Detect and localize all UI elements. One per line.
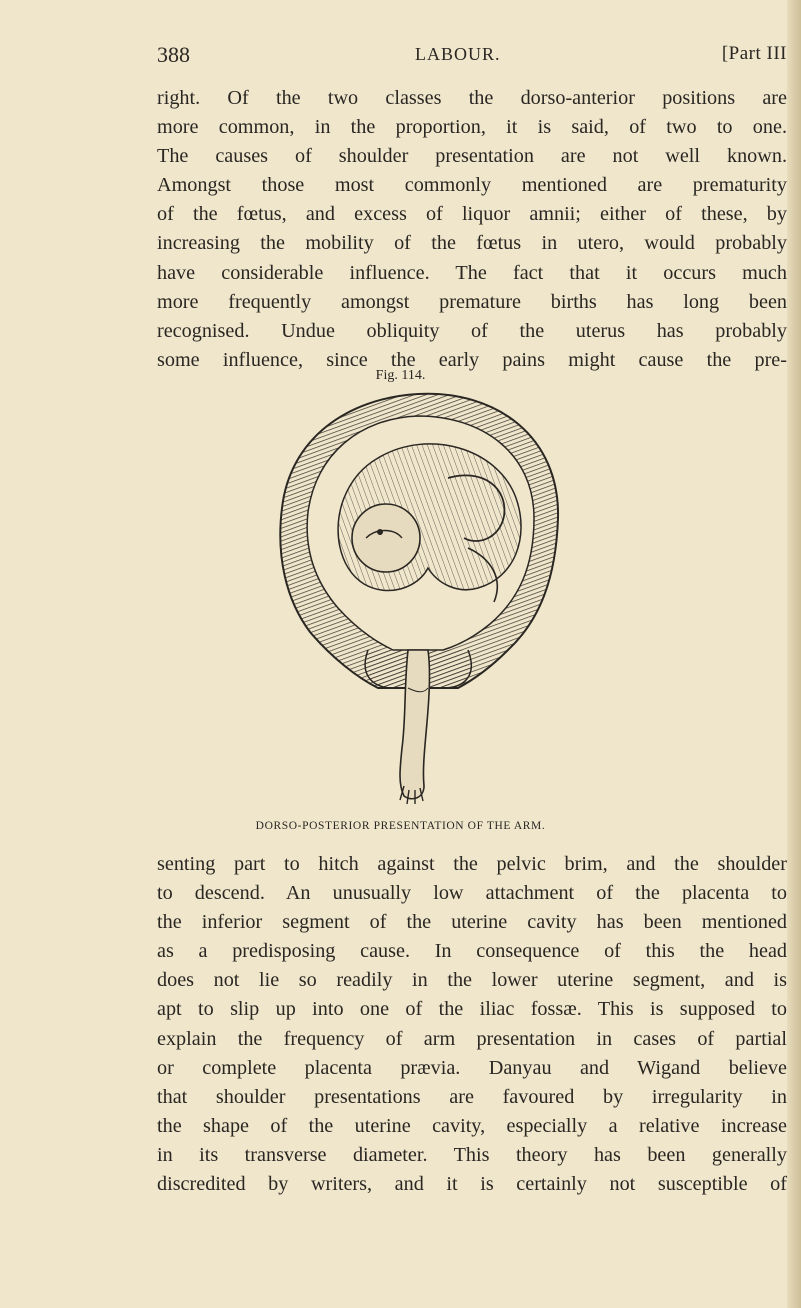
figure-label: Fig. 114. [375,368,426,383]
text-line: increasing the mobility of the fœtus in utero, would probably [157,232,787,255]
uterus-drawing-icon [268,388,568,806]
text-line: have considerable influence. The fact that it occurs much [157,261,787,284]
paragraph-bottom [157,850,787,1199]
text-line: that shoulder presentations are favoured by irregularity in [157,1085,787,1108]
text-line: in its transverse diameter. This theory has been generally [157,1143,787,1166]
text-line: right. Of the two classes the dorso-anterior positions are [157,87,787,109]
text-line: some influence, since the early pains might cause the pre- [157,348,787,371]
text-line: does not lie so readily in the lower uterine segment, and is [157,969,787,992]
page-edge [787,0,801,1308]
page-number: 388 [157,42,190,67]
text-line: apt to slip up into one of the iliac fossæ. This is supposed to [157,998,787,1021]
paragraph-top [157,84,787,375]
text-line: recognised. Undue obliquity of the uterus has probably [157,319,787,342]
figure-caption: DORSO-POSTERIOR PRESENTATION OF THE ARM. [255,820,546,832]
part-label: [Part III [721,43,787,64]
text-line: as a predisposing cause. In consequence of this the head [157,940,787,963]
running-title: LABOUR. [415,44,501,64]
text-line: to descend. An unusually low attachment of the placenta to [157,882,787,905]
text-line: The causes of shoulder presentation are not well known. [157,145,787,168]
text-line: more common, in the proportion, it is said, of two to one. [157,116,787,139]
text-line: more frequently amongst premature births has long been [157,290,787,313]
text-line: of the fœtus, and excess of liquor amnii; either of these, by [157,203,787,226]
text-line: Amongst those most commonly mentioned are prematurity [157,174,787,197]
text-line: discredited by writers, and it is certainly not susceptible of [157,1173,787,1196]
text-line: senting part to hitch against the pelvic brim, and the shoulder [157,853,787,875]
anatomical-illustration [268,388,568,806]
text-line: explain the frequency of arm presentation in cases of partial [157,1027,787,1050]
text-line: the shape of the uterine cavity, especially a relative increase [157,1114,787,1137]
running-header [157,42,787,74]
text-line: or complete placenta prævia. Danyau and Wigand believe [157,1056,787,1079]
text-line: the inferior segment of the uterine cavity has been mentioned [157,911,787,934]
